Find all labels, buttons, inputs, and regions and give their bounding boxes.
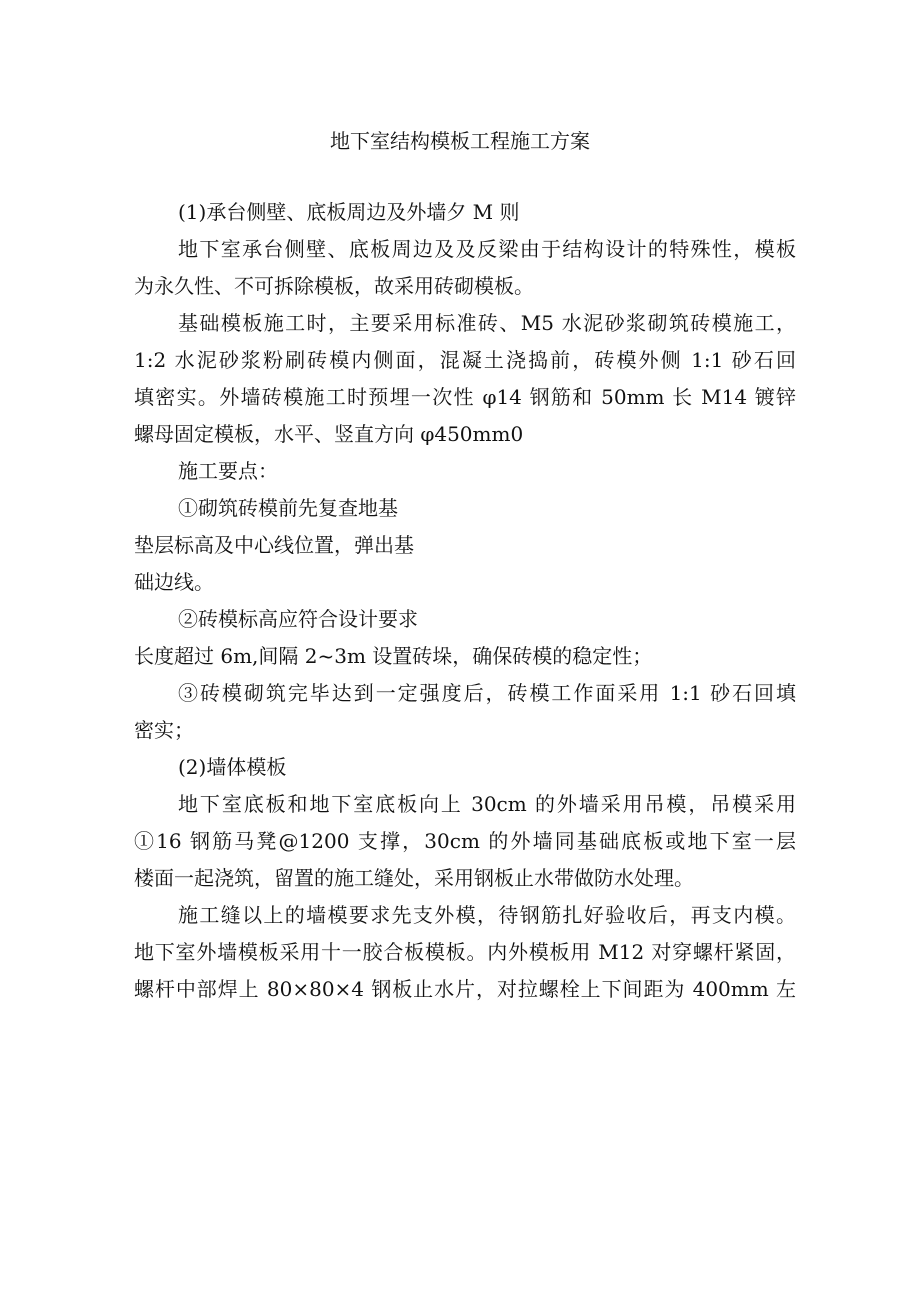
paragraph-line: ①16 钢筋马凳@1200 支撑，30cm 的外墙同基础底板或地下室一层: [134, 829, 796, 853]
paragraph-line: 施工缝以上的墙模要求先支外模，待钢筋扎好验收后，再支内模。: [178, 903, 796, 927]
list-item: ②砖模标高应符合设计要求: [178, 607, 418, 631]
section-heading: (1)承台侧壁、底板周边及外墙夕 M 则: [178, 200, 520, 224]
paragraph-line: 1:2 水泥砂浆粉刷砖模内侧面，混凝土浇捣前，砖模外侧 1:1 砂石回: [134, 348, 796, 372]
paragraph-line: 螺杆中部焊上 80×80×4 钢板止水片，对拉螺栓上下间距为 400mm 左: [134, 977, 796, 1001]
paragraph-line: 地下室外墙模板采用十一胶合板模板。内外模板用 M12 对穿螺杆紧固，: [134, 940, 796, 964]
list-item-continuation: 密实；: [134, 718, 194, 742]
list-item: ③砖模砌筑完毕达到一定强度后，砖模工作面采用 1:1 砂石回填: [178, 681, 796, 705]
list-item-continuation: 础边线。: [134, 570, 214, 594]
section-heading: (2)墙体模板: [178, 755, 287, 779]
paragraph-line: 地下室承台侧壁、底板周边及及反梁由于结构设计的特殊性，模板: [178, 237, 796, 261]
list-item-continuation: 长度超过 6m,间隔 2~3m 设置砖垛，确保砖模的稳定性；: [134, 644, 653, 668]
paragraph-line: 填密实。外墙砖模施工时预埋一次性 φ14 钢筋和 50mm 长 M14 镀锌: [134, 385, 796, 409]
paragraph-line: 楼面一起浇筑，留置的施工缝处，采用钢板止水带做防水处理。: [134, 866, 694, 890]
paragraph-line: 基础模板施工时，主要采用标准砖、M5 水泥砂浆砌筑砖模施工，: [178, 311, 796, 335]
paragraph-line: 地下室底板和地下室底板向上 30cm 的外墙采用吊模，吊模采用: [178, 792, 796, 816]
document-body: [134, 194, 796, 1008]
paragraph-line: 施工要点：: [178, 459, 278, 483]
list-item-continuation: 垫层标高及中心线位置，弹出基: [134, 533, 414, 557]
list-item: ①砌筑砖模前先复查地基: [178, 496, 398, 520]
paragraph-line: 螺母固定模板，水平、竖直方向 φ450mm0: [134, 422, 524, 446]
document-title: 地下室结构模板工程施工方案: [330, 129, 590, 153]
paragraph-line: 为永久性、不可拆除模板，故采用砖砌模板。: [134, 274, 534, 298]
